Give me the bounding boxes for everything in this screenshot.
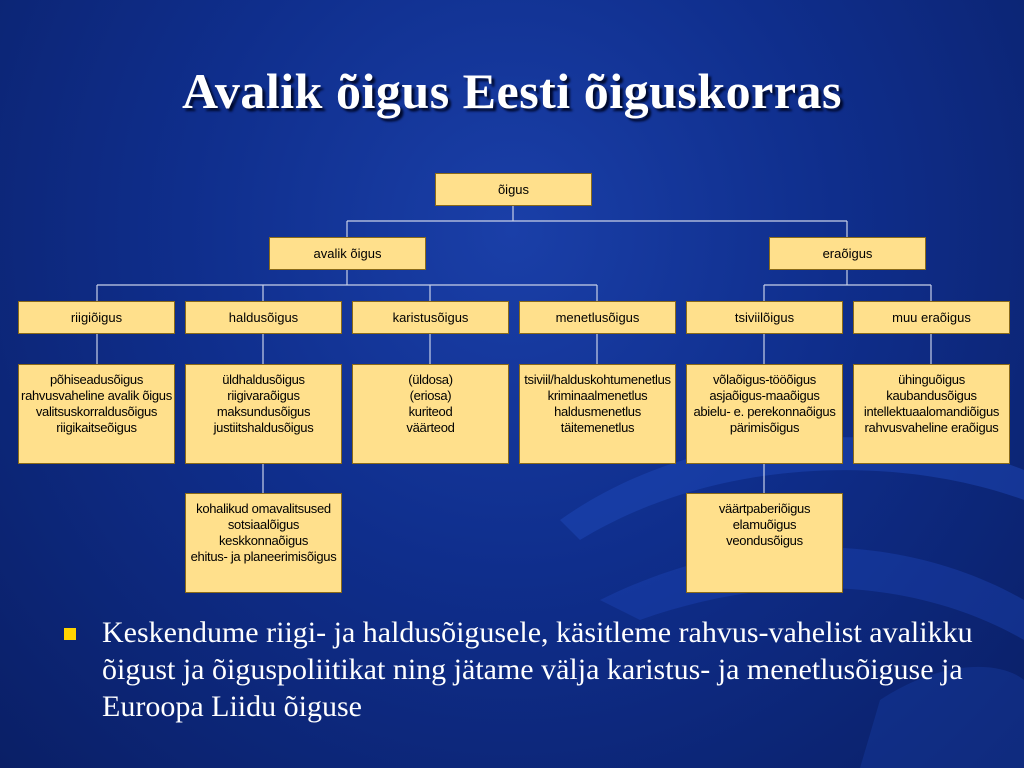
list-item: abielu- e. perekonnaõigus [693, 404, 836, 419]
list-item: kriminaalmenetlus [547, 388, 648, 403]
list-item: justiitshaldusõigus [213, 420, 314, 435]
list-item: rahvusvaheline eraõigus [864, 420, 999, 435]
list-item: (üldosa) [408, 372, 453, 387]
slide-title: Avalik õigus Eesti õiguskorras [182, 63, 842, 119]
list-item: (eriosa) [409, 388, 452, 403]
node-list-muu-eraoigus [853, 364, 1010, 464]
list-item: sotsiaalõigus [227, 517, 300, 532]
node-extra-haldusoigus [185, 493, 342, 593]
node-branch-karistusoigus: karistusõigus [352, 301, 509, 334]
list-item: kaubandusõigus [886, 388, 977, 403]
node-list-tsiviiloigus [686, 364, 843, 464]
list-item: elamuõigus [732, 517, 797, 532]
node-private-law: eraõigus [769, 237, 926, 270]
list-item: keskkonnaõigus [218, 533, 309, 548]
list-item: maksundusõigus [216, 404, 311, 419]
node-branch-haldusoigus: haldusõigus [185, 301, 342, 334]
list-item: ehitus- ja planeerimisõigus [190, 549, 337, 564]
list-item: täitemenetlus [560, 420, 635, 435]
list-item: intellektuaalomandiõigus [863, 404, 1000, 419]
list-item: rahvusvaheline avalik õigus [21, 388, 172, 403]
list-item: väärtpaberiõigus [718, 501, 811, 516]
list-item: veondusõigus [726, 533, 803, 548]
list-item: riigikaitseõigus [56, 420, 137, 435]
bullet-square-icon [64, 628, 76, 640]
node-root: õigus [435, 173, 592, 206]
node-branch-tsiviiloigus: tsiviilõigus [686, 301, 843, 334]
node-branch-menetlusoigus: menetlusõigus [519, 301, 676, 334]
node-extra-tsiviiloigus [686, 493, 843, 593]
list-item: kuriteod [408, 404, 453, 419]
list-item: asjaõigus-maaõigus [709, 388, 820, 403]
node-list-haldusoigus [185, 364, 342, 464]
node-list-karistusoigus [352, 364, 509, 464]
node-list-riigioigus [18, 364, 175, 464]
list-item: pärimisõigus [729, 420, 800, 435]
bullet-text: Keskendume riigi- ja haldusõigusele, käsitleme rahvus-vahelist avalikku õigust ja õiguspoliitikat ning jätame välja karistus- ja menetlusõiguse ja Euroopa Liidu õiguse [102, 616, 973, 723]
list-item: võlaõigus-tööõigus [712, 372, 816, 387]
list-item: üldhaldusõigus [222, 372, 305, 387]
node-branch-riigioigus: riigiõigus [18, 301, 175, 334]
list-item: kohalikud omavalitsused [196, 501, 331, 516]
list-item: valitsuskorraldusõigus [35, 404, 158, 419]
node-list-menetlusoigus [519, 364, 676, 464]
list-item: riigivaraõigus [227, 388, 300, 403]
node-public-law: avalik õigus [269, 237, 426, 270]
list-item: põhiseadusõigus [49, 372, 144, 387]
list-item: tsiviil/halduskohtumenetlus [524, 372, 671, 387]
list-item: väärteod [406, 420, 455, 435]
list-item: ühinguõigus [898, 372, 965, 387]
list-item: haldusmenetlus [554, 404, 641, 419]
node-branch-muu-eraoigus: muu eraõigus [853, 301, 1010, 334]
